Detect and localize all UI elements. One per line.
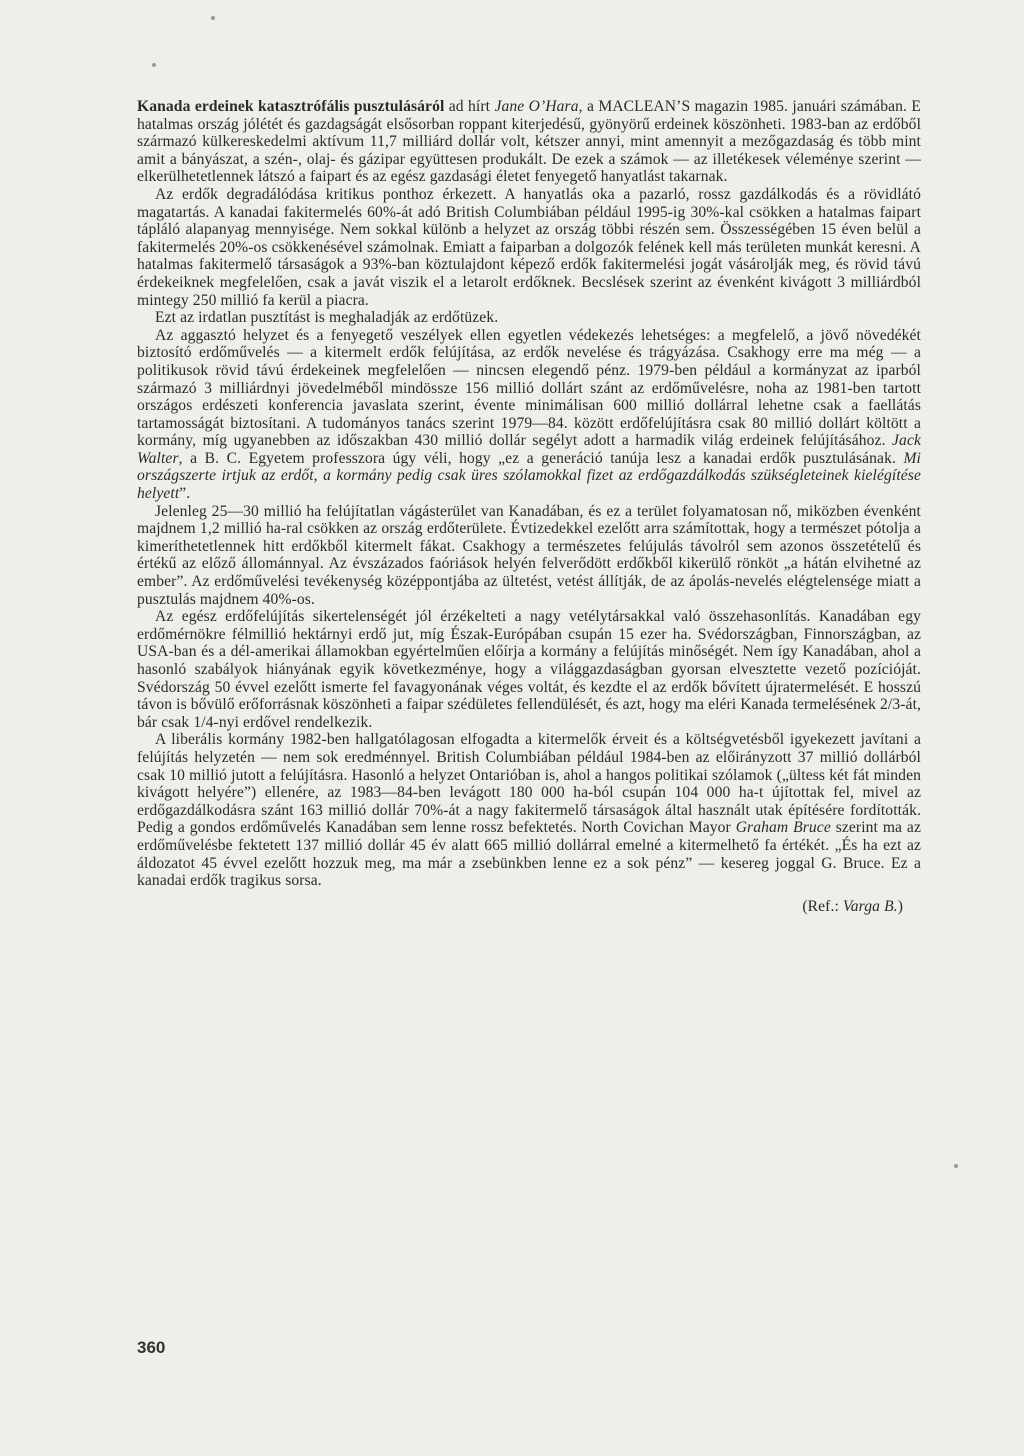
reviewer-name: Varga B. [842, 897, 898, 915]
person-name: Graham Bruce [735, 819, 831, 837]
paragraph-5: Jelenleg 25—30 millió ha felújítatlan vágásterület van Kanadában, és ez a terület folyamatosan nő, miközben évenként majdnem 1,2 millió ha-ral csökken az ország erdőterülete. Évtizedekkel ezelőtt arra számítottak, hogy a természet pótolja a kimeríthetetlennek hitt erdőkből kitermelt fákat. Csakhogy a természetes felújulás távolról sem azonos összetételű és értékű az előző állománnyal. Az évszázados faóriások helyén felverődött erdőkből kikerülő rönköt „a hátán elvihetné az ember”. Az erdőművelési tevékenység középpontjába az ültetést, vetést állítják, de az ápolás-nevelés elégtelensége miatt a pusztulás majdnem 40%-os. [137, 502, 921, 608]
paper-speck [211, 16, 215, 20]
author-name: Jane O’Hara [494, 98, 579, 115]
article-lead: Kanada erdeinek katasztrófális pusztulásáról [137, 98, 445, 115]
paragraph-2: Az erdők degradálódása kritikus ponthoz érkezett. A hanyatlás oka a pazarló, rossz gazdálkodás és a rövidlátó magatartás. A kanadai fakitermelés 60%-át adó British Columbiában például 1995-ig 30%-kal csökken a hatalmas faipart tápláló alapanyag mennyisége. Nem sokkal különb a helyzet az ország többi részén sem. Összességében 15 éven belül a fakitermelés 20%-os csökkenésével számolnak. Emiatt a faiparban a dolgozók felének kell más területen munkát keresni. A hatalmas fakitermelő társaságok a 93%-ban köztulajdont képező erdők fakitermelési jogát vásárolják meg, és rövid távú érdekeiknek megfelelően, csak a javát viszik el a letarolt erdőknek. Becslések szerint az évenként kivágott 3 milliárdból mintegy 250 millió fa kerül a piacra. [137, 185, 921, 309]
paragraph-7: A liberális kormány 1982-ben hallgatólagosan elfogadta a kitermelők érveit és a költségvetésből igyekezett javítani a felújítás helyzetén — nem sok eredménnyel. British Columbiában például 1984-ben az előirányzott 37 millió dollárból csak 10 millió jutott a felújításra. Hasonló a helyzet Ontarióban is, ahol a hangos politikai szólamok („ültess két fát minden kivágott helyére”) ellenére, az 1983—84-ben levágott 180 000 ha-ból csupán 104 000 ha-t újítottak fel, mivel az erdőgazdálkodásra szánt 163 millió dollár 70%-át a nagy fakitermelő társaságok által használt utak építésére fordították. Pedig a gondos erdőművelés Kanadában sem lenne rossz befektetés. North Covichan Mayor Graham Bruce szerint ma az erdőművelésbe fektetett 137 millió dollár 45 év alatt 665 millió dollárral emelné a kitermelhető fa értékét. „És ha ezt az áldozatot 45 évvel ezelőtt hozzuk meg, ma már a zsebünkben lenne ez a sok pénz” — kesereg joggal G. Bruce. Ez a kanadai erdők tragikus sorsa. [137, 731, 921, 890]
article-body [137, 98, 921, 915]
paragraph-6: Az egész erdőfelújítás sikertelenségét jól érzékelteti a nagy vetélytársakkal való összehasonlítás. Kanadában egy erdőmérnökre félmillió hektárnyi erdő jut, míg Észak-Európában csupán 15 ezer ha. Svédországban, Finnországban, az USA-ban és a dél-amerikai államokban egyértelműen előírja a kormány a felújítás minőségét. Nem így Kanadában, ahol a hasonló szabályok hiányának egyik következménye, hogy a világgazdaságban gyorsan elvesztette vezető pozícióját. Svédország 50 évvel ezelőtt ismerte fel favagyonának véges voltát, és kezdte el az erdők bővített újratermelését. E hosszú távon is bővülő erőforrásnak köszönheti a faipar szédületes fellendülését, és azt, hogy ma eléri Kanada termelésének 2/3-át, bár csak 1/4-nyi erdővel rendelkezik. [137, 608, 921, 731]
paragraph-1: Kanada erdeinek katasztrófális pusztulásáról ad hírt Jane O’Hara, a MACLEAN’S magazin 1985. januári számában. E hatalmas ország jólétét és gazdagságát elsősorban roppant kiterjedésű, gyönyörű erdeinek köszönheti. 1983-ban az erdőből származó külkereskedelmi aktívum 11,7 milliárd dollár volt, kétszer annyi, mint amennyit a mezőgazdaság és több mint amit a bányászat, a szén-, olaj- és gázipar együttesen produkált. De ezek a számok — az illetékesek véleménye szerint — elkerülhetetlennek látszó a faipart és az egész gazdasági életet fenyegető hanyatlást takarnak. [137, 98, 922, 186]
quote: Mi országszerte irtjuk az erdőt, a kormány pedig csak üres szólamokkal fizet az erdőgazdálkodás szükségleteinek kielégítése helyett [137, 449, 921, 503]
paragraph-4: Az aggasztó helyzet és a fenyegető veszélyek ellen egyetlen védekezés lehetséges: a megfelelő, a jövő növedékét biztosító erdőművelés — a kitermelt erdők felújítása, az erdők nevelése és trágyázása. Csakhogy erre ma még — a politikusok rövid távú érdekeinek megfelelően — nincsen elegendő pénz. 1979-ben például a kormányzat az iparból származó 3 milliárdnyi jövedelméből mindössze 156 millió dollárt szánt az erdőművelésre, noha az 1981-ben tartott országos erdészeti konferencia javaslata szerint, évente minimálisan 600 millió dollárral lehetne csak a faellátás tartamosságát biztosítani. A tudományos tanács szerint 1979—84. között erdőfelújításra csak 80 millió dollárt költött a kormány, míg ugyanebben az időszakban 430 millió dollár segélyt adott a harmadik világ erdeinek felújításához. Jack Walter, a B. C. Egyetem professzora úgy véli, hogy „ez a generáció tanúja lesz a kanadai erdők pusztulásának. Mi országszerte irtjuk az erdőt, a kormány pedig csak üres szólamokkal fizet az erdőgazdálkodás szükségleteinek kielégítése helyett”. [137, 326, 921, 503]
paper-speck [954, 1164, 958, 1168]
paper-speck [152, 63, 156, 67]
person-name: Jack Walter [137, 432, 921, 467]
page-number: 360 [137, 1338, 166, 1357]
paragraph-3: Ezt az irdatlan pusztítást is meghaladják az erdőtüzek. [155, 309, 499, 327]
reference: (Ref.: Varga B.) [802, 897, 903, 915]
